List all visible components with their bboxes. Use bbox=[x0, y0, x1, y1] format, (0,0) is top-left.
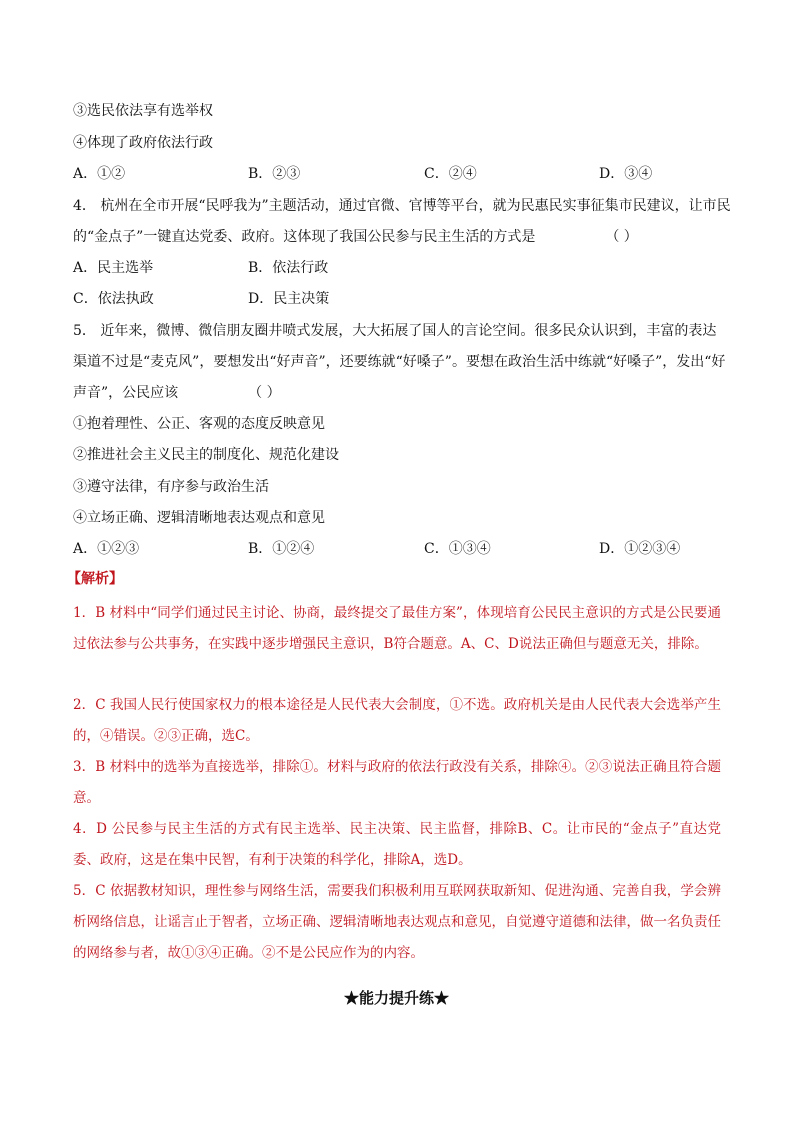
section-title: ★能力提升练★ bbox=[343, 989, 449, 1007]
answer-5: 5．C 依据教材知识，理性参与网络生活，需要我们积极利用互联网获取新知、促进沟通、完善自我，学会辨析网络信息，让谣言止于智者，立场正确、逻辑清晰地表达观点和意见，自觉遵守道德和法律，做一名负责任的网络参与者，故①③④正确。②不是公民应作为的内容。 bbox=[73, 883, 721, 961]
q4-option-b: B．依法行政 bbox=[248, 260, 329, 276]
analysis-header: 【解析】 bbox=[67, 571, 123, 587]
q4-option-c: C．依法执政 bbox=[73, 291, 154, 307]
q5-option-d: D．①②③④ bbox=[599, 541, 681, 557]
q5-stem-text: 声音”，公民应该 bbox=[73, 385, 179, 401]
q5-stem-line3 bbox=[73, 383, 721, 403]
option-c: C．②④ bbox=[424, 166, 477, 182]
answer-4: 4．D 公民参与民主生活的方式有民主选举、民主决策、民主监督，排除B、C。让市民的“金点子”直达党委、政府，这是在集中民智，有利于决策的科学化，排除A，选D。 bbox=[73, 821, 721, 868]
q5-option-c: C．①③④ bbox=[424, 541, 491, 557]
q5-stem-line1: 5． 近年来，微博、微信朋友圈井喷式发展，大大拓展了国人的言论空间。很多民众认识到，丰富的表达 bbox=[73, 323, 717, 339]
q4-answer-paren: （ ） bbox=[605, 229, 638, 245]
option-a: A．①② bbox=[73, 166, 126, 182]
q5-stem-line2: 渠道不过是“麦克风”，要想发出“好声音”，还要练就“好嗓子”。要想在政治生活中练就“好嗓子”，发出“好 bbox=[73, 354, 726, 370]
q4-stem-line2 bbox=[73, 227, 721, 247]
answer-2: 2．C 我国人民行使国家权力的根本途径是人民代表大会制度，①不选。政府机关是由人民代表大会选举产生的，④错误。②③正确，选C。 bbox=[73, 697, 721, 744]
option-b: B．②③ bbox=[248, 166, 301, 182]
q5-item-3: ③遵守法律，有序参与政治生活 bbox=[73, 479, 269, 495]
q5-item-1: ①抱着理性、公正、客观的态度反映意见 bbox=[73, 416, 325, 432]
answer-3: 3．B 材料中的选举为直接选举，排除①。材料与政府的依法行政没有关系，排除④。②③说法正确且符合题意。 bbox=[73, 759, 721, 806]
q4-stem-line1: 4． 杭州在全市开展“民呼我为”主题活动，通过官微、官博等平台，就为民惠民实事征集市民建议，让市民 bbox=[73, 198, 731, 214]
q4-stem-text: 的“金点子”一键直达党委、政府。这体现了我国公民参与民主生活的方式是 bbox=[73, 229, 536, 245]
q5-option-a: A．①②③ bbox=[73, 541, 140, 557]
q5-option-b: B．①②④ bbox=[248, 541, 315, 557]
q5-item-2: ②推进社会主义民主的制度化、规范化建设 bbox=[73, 447, 339, 463]
q4-option-d: D．民主决策 bbox=[248, 291, 330, 307]
prev-item-3: ③选民依法享有选举权 bbox=[73, 103, 213, 119]
option-d: D．③④ bbox=[599, 166, 653, 182]
prev-item-4: ④体现了政府依法行政 bbox=[73, 135, 213, 151]
q5-item-4: ④立场正确、逻辑清晰地表达观点和意见 bbox=[73, 510, 325, 526]
q5-answer-paren: （ ） bbox=[248, 385, 281, 401]
answer-1: 1．B 材料中“同学们通过民主讨论、协商，最终提交了最佳方案”，体现培育公民民主意识的方式是公民要通过依法参与公共事务，在实践中逐步增强民主意识，B符合题意。A、C、D说法正确但与题意无关，排除。 bbox=[73, 605, 721, 652]
q4-option-a: A．民主选举 bbox=[73, 260, 154, 276]
